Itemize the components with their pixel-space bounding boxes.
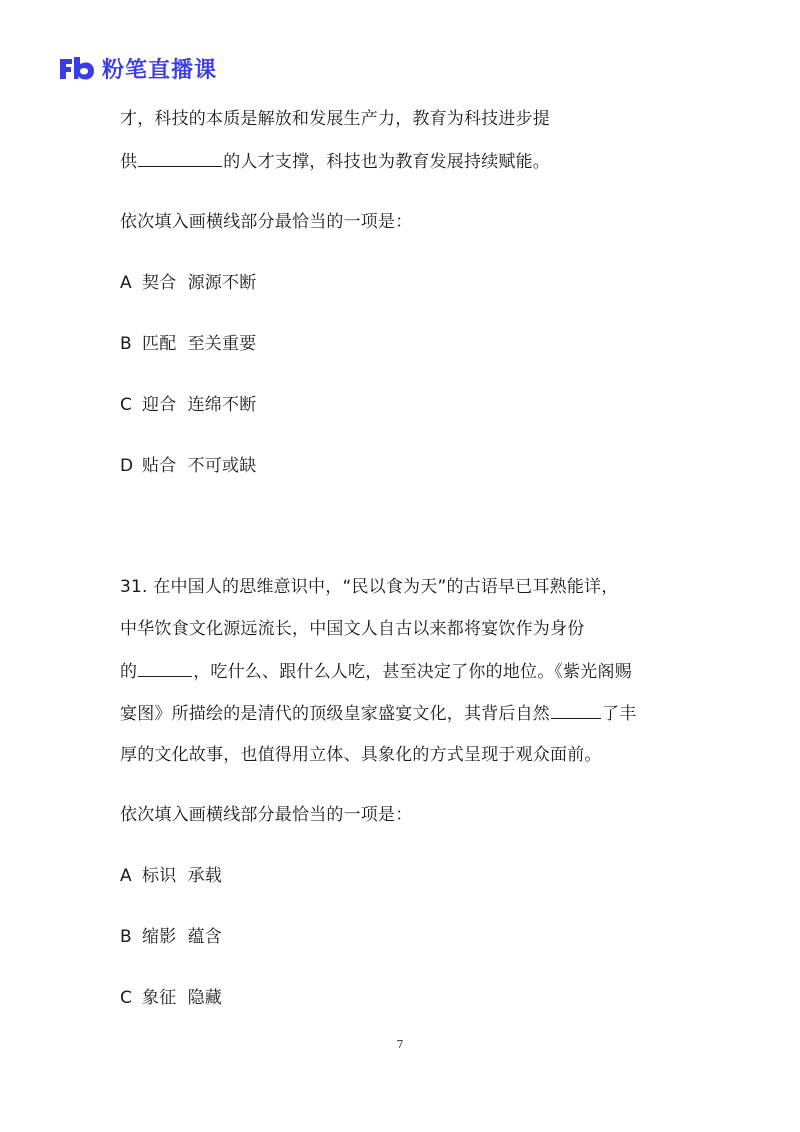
q31-prompt: 依次填入画横线部分最恰当的一项是： — [120, 805, 413, 825]
q31-line-4 — [120, 702, 636, 725]
q31-line-2: 中华饮食文化源远流长，中国文人自古以来都将宴饮作为身份 — [120, 619, 585, 639]
fenbi-fb-logo-icon — [58, 55, 96, 81]
q30-line-2 — [120, 150, 550, 173]
q31-line-5: 厚的文化故事，也值得用立体、具象化的方式呈现于观众面前。 — [120, 745, 602, 765]
option-letter: B — [120, 927, 132, 947]
fill-blank — [551, 702, 601, 719]
option-letter: C — [120, 395, 133, 415]
q31-line-4-post: 了丰 — [602, 704, 637, 724]
option-text: 缩影 蕴含 — [142, 927, 223, 947]
q30-prompt: 依次填入画横线部分最恰当的一项是： — [120, 212, 413, 232]
q31-line-1: 31. 在中国人的思维意识中，“民以食为天”的古语早已耳熟能详， — [120, 577, 619, 597]
q30-option-b — [120, 333, 256, 355]
option-text: 迎合 连绵不断 — [142, 395, 257, 415]
q30-line-2-post: 的人才支撑，科技也为教育发展持续赋能。 — [223, 152, 551, 172]
q31-option-c — [120, 987, 222, 1009]
q31-option-b — [120, 926, 222, 948]
brand-name: 粉笔直播课 — [102, 57, 218, 83]
option-letter: A — [120, 273, 132, 293]
fill-blank — [138, 150, 222, 167]
option-letter: B — [120, 334, 132, 354]
q31-line-3 — [120, 660, 632, 683]
option-text: 贴合 不可或缺 — [142, 456, 257, 476]
option-letter: D — [120, 456, 134, 476]
q30-line-2-pre: 供 — [120, 152, 138, 172]
option-letter: A — [120, 866, 132, 886]
q30-line-1: 才，科技的本质是解放和发展生产力，教育为科技进步提 — [120, 109, 550, 129]
q30-option-a — [120, 272, 256, 294]
q31-line-3-pre: 的 — [120, 662, 138, 682]
page-number: 7 — [396, 1038, 404, 1051]
q30-option-d — [120, 455, 256, 477]
q31-option-a — [120, 865, 222, 887]
q30-option-c — [120, 394, 256, 416]
option-text: 契合 源源不断 — [142, 273, 257, 293]
option-text: 象征 隐藏 — [142, 988, 223, 1008]
q31-line-4-pre: 宴图》所描绘的是清代的顶级皇家盛宴文化，其背后自然 — [120, 704, 550, 724]
option-text: 标识 承载 — [142, 866, 223, 886]
option-letter: C — [120, 988, 133, 1008]
header — [58, 52, 217, 84]
option-text: 匹配 至关重要 — [142, 334, 257, 354]
fill-blank — [138, 660, 192, 677]
q31-line-3-post: ，吃什么、跟什么人吃，甚至决定了你的地位。《紫光阁赐 — [193, 662, 632, 682]
